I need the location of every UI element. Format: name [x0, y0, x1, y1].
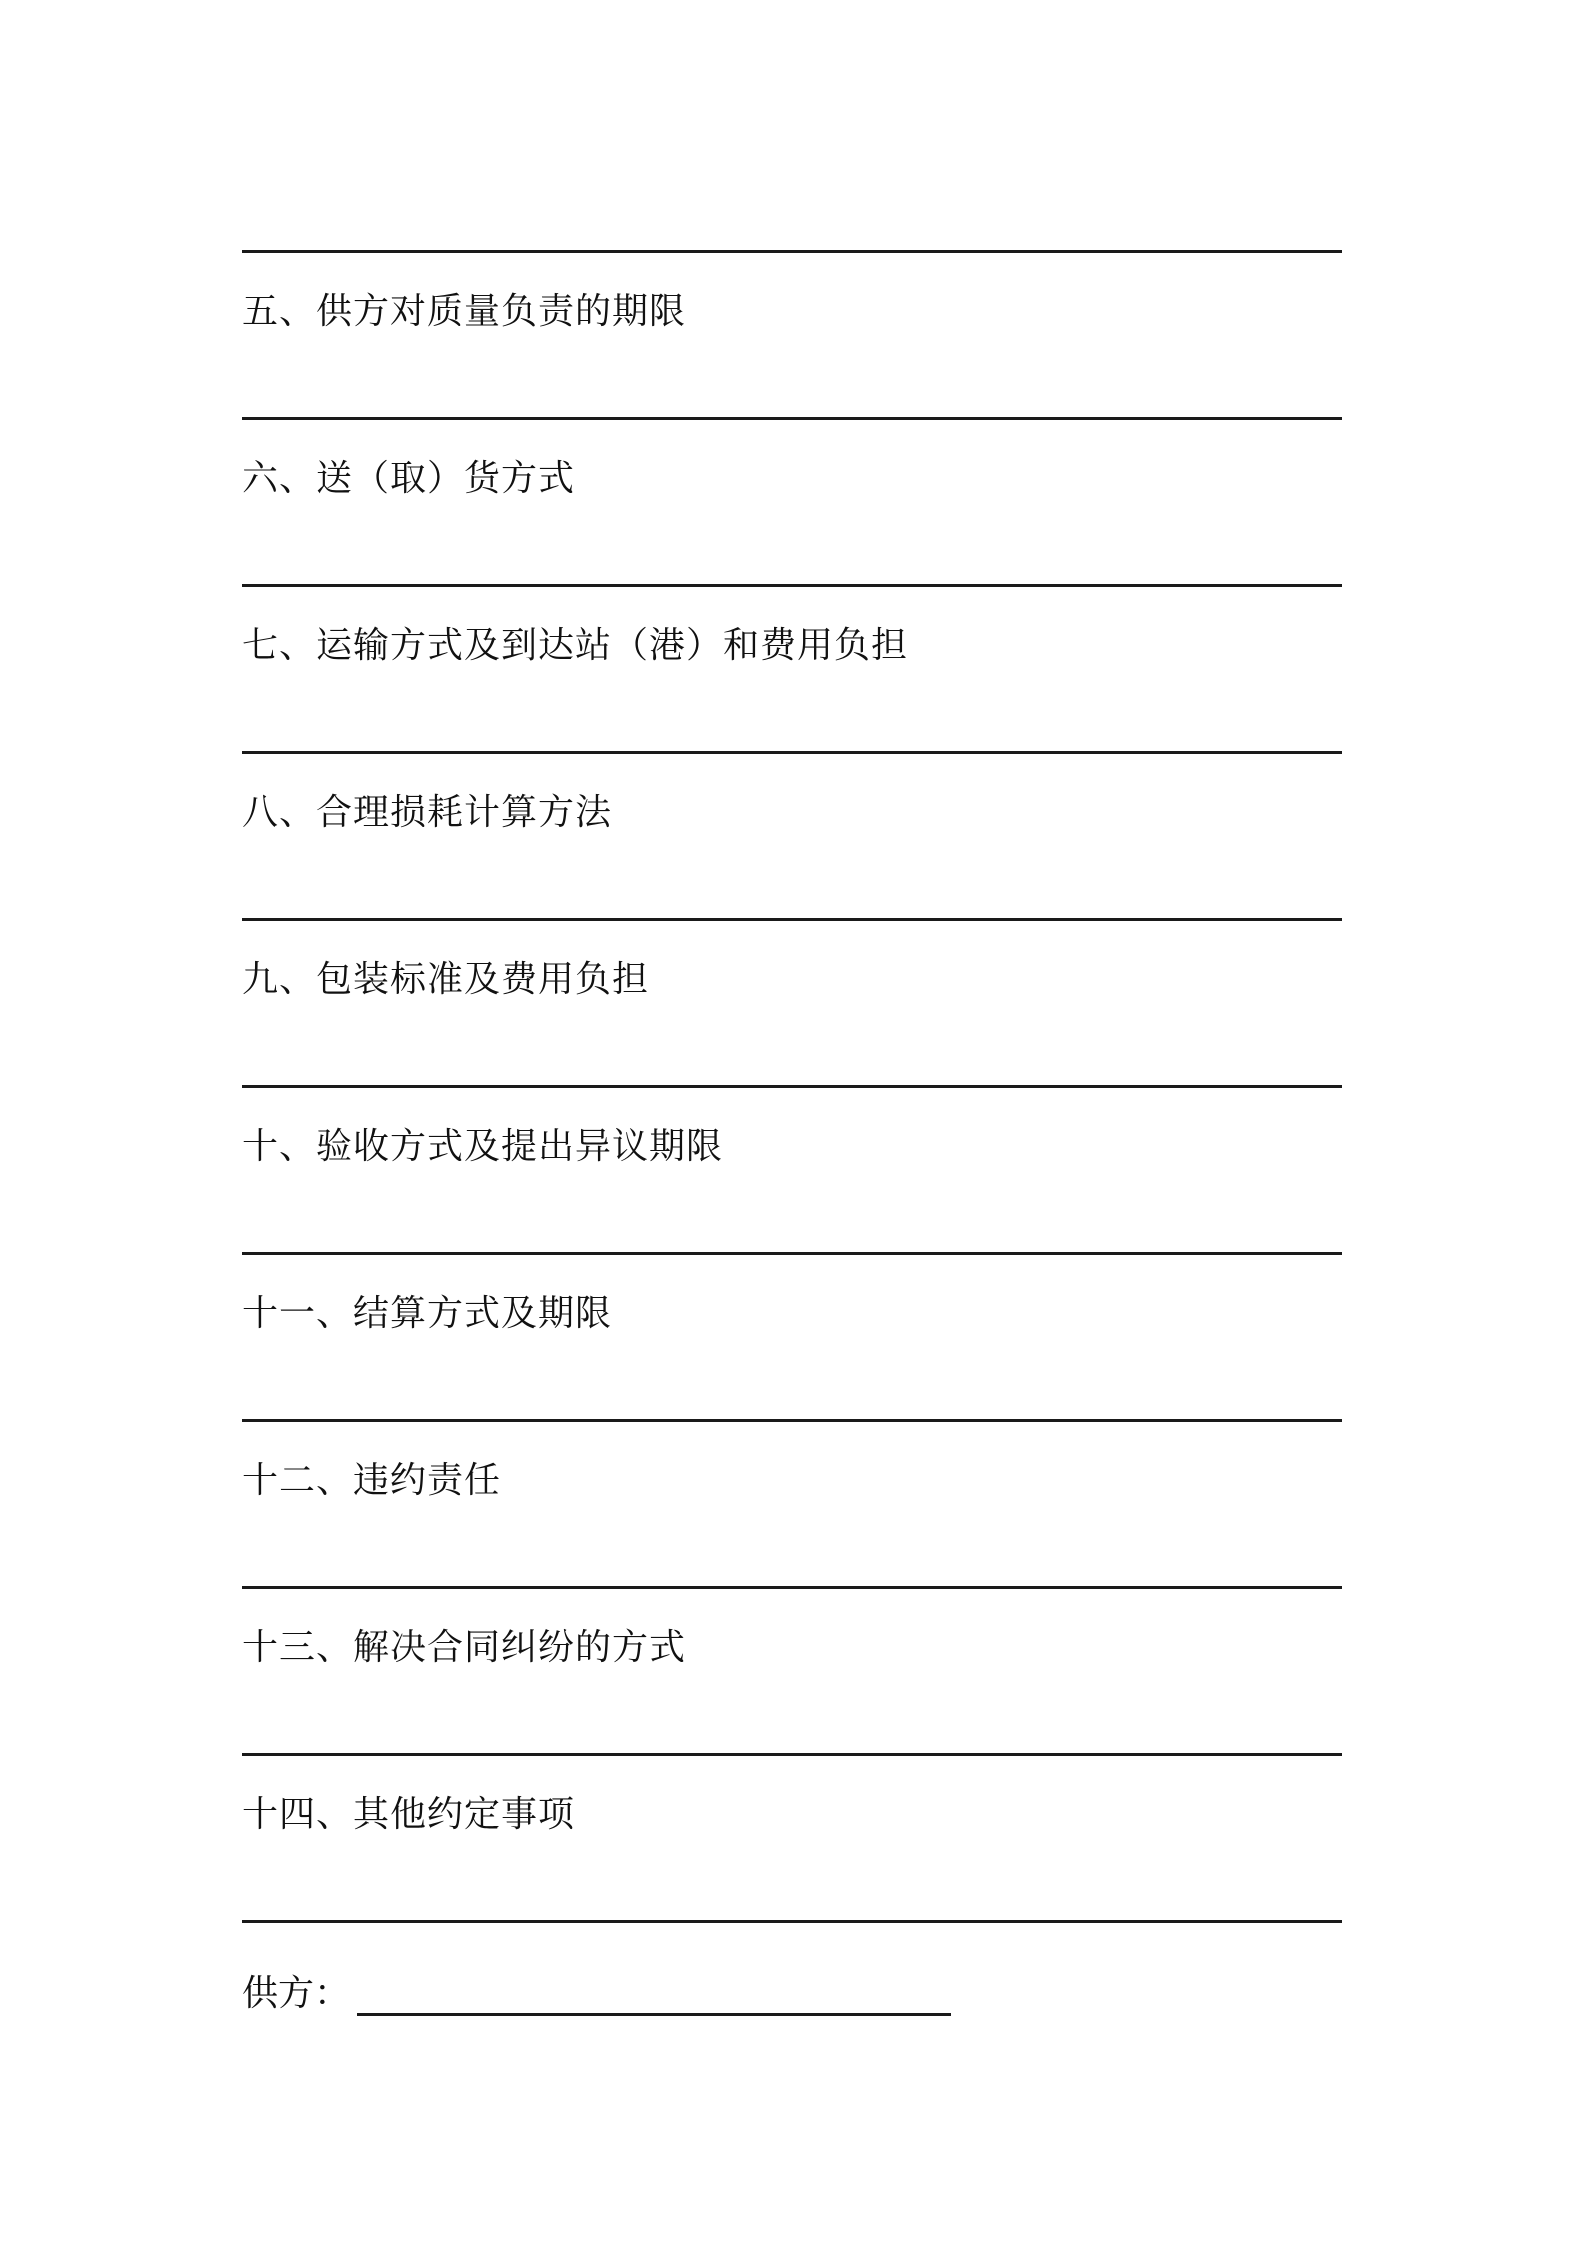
blank-line	[242, 417, 1342, 420]
section-heading-5: 五、供方对质量负责的期限	[242, 291, 687, 332]
blank-line	[242, 1419, 1342, 1422]
supplier-signature-row	[242, 1972, 962, 2032]
blank-line	[242, 584, 1342, 587]
section-heading-12: 十二、违约责任	[242, 1460, 502, 1501]
section-heading-11: 十一、结算方式及期限	[242, 1293, 613, 1334]
section-heading-6: 六、送（取）货方式	[242, 458, 576, 499]
supplier-signature-line	[357, 2013, 951, 2016]
blank-line	[242, 1252, 1342, 1255]
section-heading-7: 七、运输方式及到达站（港）和费用负担	[242, 625, 909, 666]
section-heading-14: 十四、其他约定事项	[242, 1794, 576, 1835]
section-heading-9: 九、包装标准及费用负担	[242, 959, 650, 1000]
supplier-label: 供方：	[242, 1973, 351, 2014]
blank-line	[242, 1920, 1342, 1923]
section-heading-13: 十三、解决合同纠纷的方式	[242, 1627, 687, 1668]
blank-line	[242, 1753, 1342, 1756]
blank-line	[242, 918, 1342, 921]
blank-line	[242, 250, 1342, 253]
section-heading-8: 八、合理损耗计算方法	[242, 792, 613, 833]
blank-line	[242, 751, 1342, 754]
blank-line	[242, 1085, 1342, 1088]
section-heading-10: 十、验收方式及提出异议期限	[242, 1126, 724, 1167]
blank-line	[242, 1586, 1342, 1589]
